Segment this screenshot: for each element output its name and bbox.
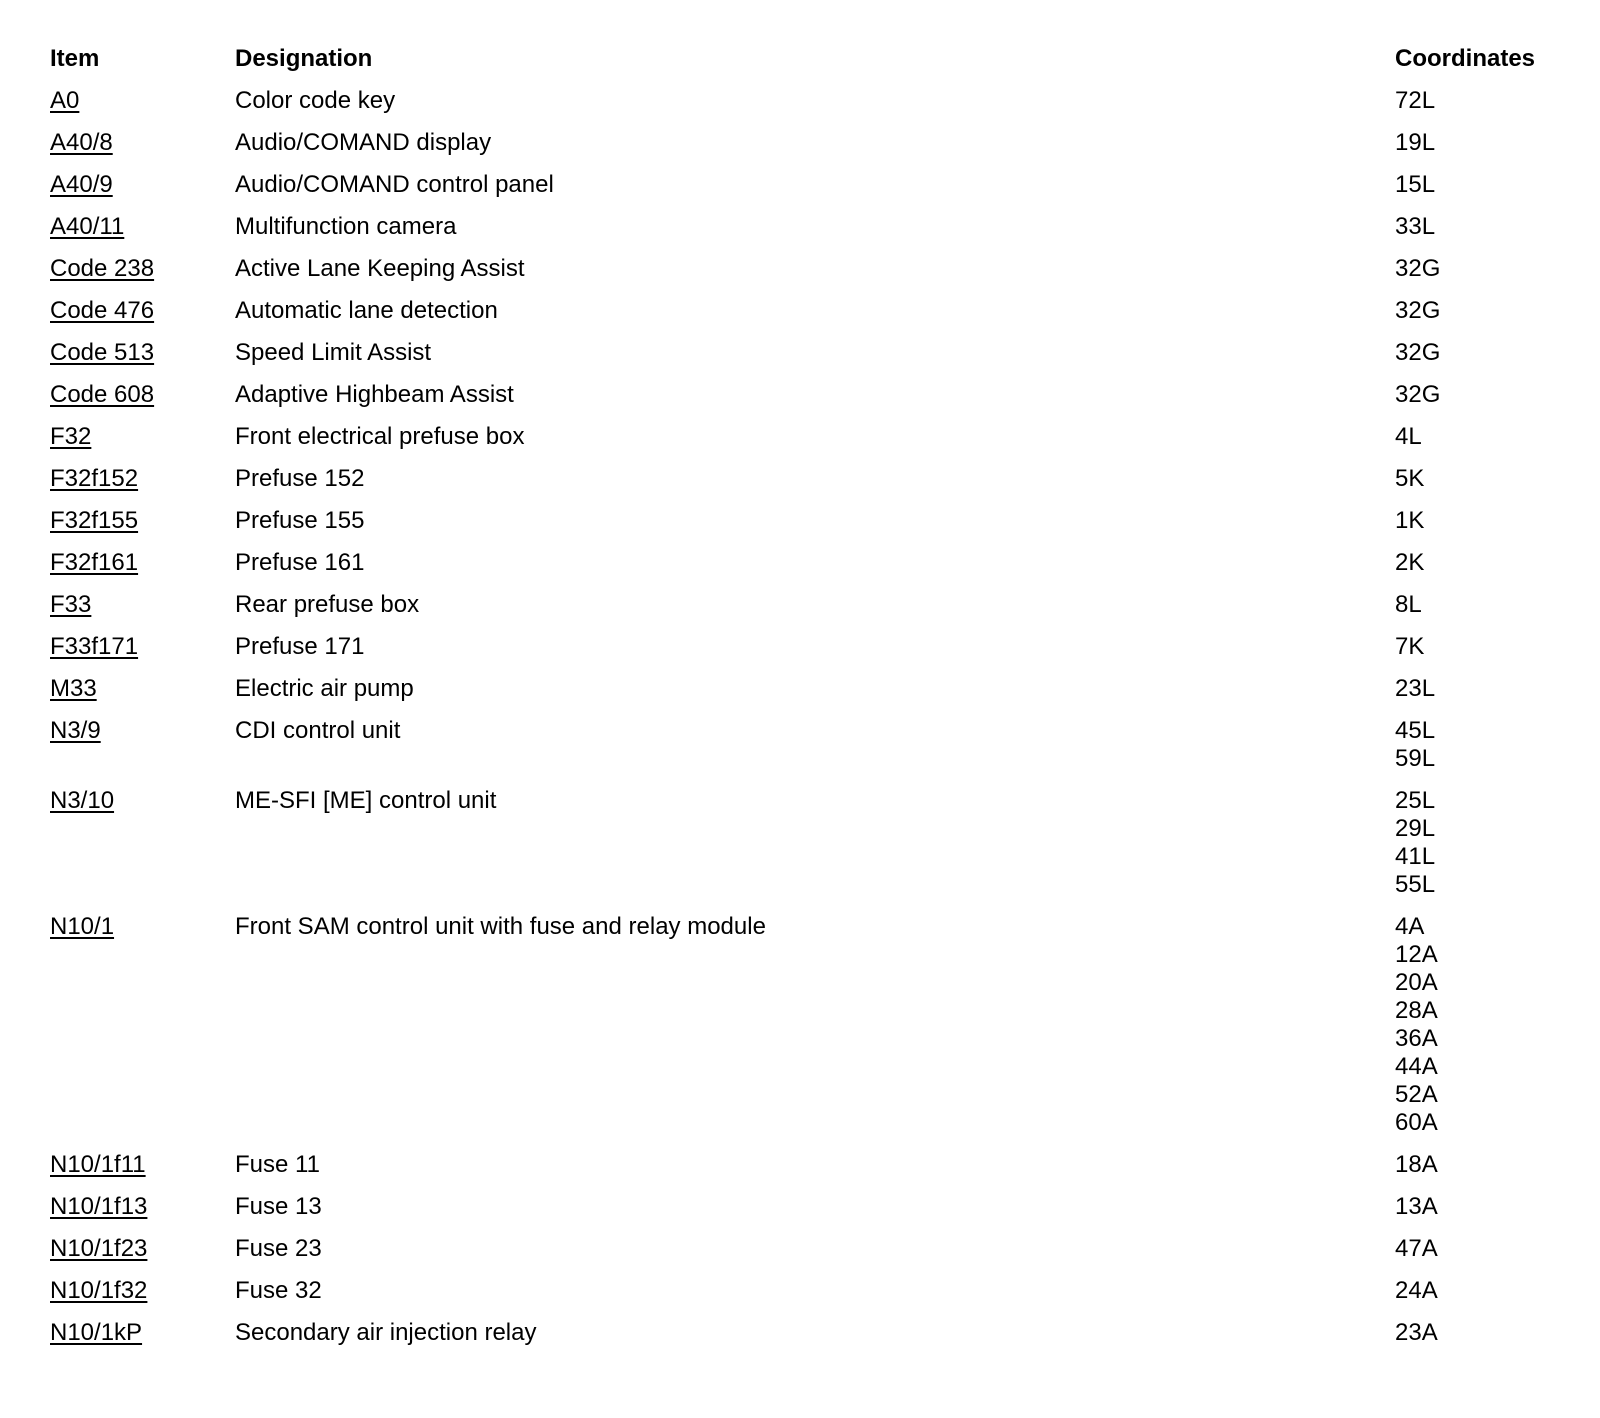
item-cell xyxy=(50,1235,235,1263)
designation-cell: Prefuse 161 xyxy=(235,549,365,576)
table-row xyxy=(50,213,1580,241)
item-link[interactable]: N3/10 xyxy=(50,787,115,814)
coordinate-value: 23A xyxy=(1395,1319,1438,1346)
coordinates-cell xyxy=(1395,591,1580,619)
coordinates-cell xyxy=(1395,171,1580,199)
coordinate-value: 18A xyxy=(1395,1151,1438,1178)
item-link[interactable]: A40/11 xyxy=(50,213,125,240)
coordinate-value: 72L xyxy=(1395,87,1436,114)
coordinate-value: 23L xyxy=(1395,675,1436,702)
table-row xyxy=(50,339,1580,367)
coordinate-value: 1K xyxy=(1395,507,1425,534)
table-row xyxy=(50,129,1580,157)
item-cell xyxy=(50,1151,235,1179)
coordinates-cell xyxy=(1395,423,1580,451)
coordinate-value: 60A xyxy=(1395,1109,1438,1136)
table-row xyxy=(50,549,1580,577)
coordinate-value: 36A xyxy=(1395,1025,1438,1052)
coordinate-value: 45L xyxy=(1395,717,1436,744)
item-link[interactable]: Code 608 xyxy=(50,381,155,408)
coordinate-value: 44A xyxy=(1395,1053,1438,1080)
designation-cell: Audio/COMAND control panel xyxy=(235,171,554,198)
coordinates-cell xyxy=(1395,549,1580,577)
coordinate-value: 33L xyxy=(1395,213,1436,240)
item-cell xyxy=(50,913,235,941)
designation-cell: Rear prefuse box xyxy=(235,591,420,618)
item-cell xyxy=(50,507,235,535)
table-row xyxy=(50,465,1580,493)
item-link[interactable]: F32 xyxy=(50,423,92,450)
table-header-row xyxy=(50,45,1580,79)
coordinate-value: 25L xyxy=(1395,787,1436,814)
table-row xyxy=(50,717,1580,773)
item-cell xyxy=(50,787,235,815)
item-cell xyxy=(50,549,235,577)
designation-cell: Active Lane Keeping Assist xyxy=(235,255,525,282)
coordinates-cell xyxy=(1395,717,1580,773)
table-row xyxy=(50,507,1580,535)
table-row xyxy=(50,255,1580,283)
coordinate-value: 52A xyxy=(1395,1081,1438,1108)
table-row xyxy=(50,381,1580,409)
coordinates-cell xyxy=(1395,339,1580,367)
item-link[interactable]: N10/1f11 xyxy=(50,1151,146,1178)
table-row xyxy=(50,1151,1580,1179)
coordinate-value: 29L xyxy=(1395,815,1436,842)
coordinate-value: 24A xyxy=(1395,1277,1438,1304)
item-cell xyxy=(50,297,235,325)
coordinates-cell xyxy=(1395,297,1580,325)
item-link[interactable]: F33 xyxy=(50,591,92,618)
designation-cell: Prefuse 152 xyxy=(235,465,365,492)
table-row xyxy=(50,913,1580,1137)
item-link[interactable]: N10/1f23 xyxy=(50,1235,148,1262)
table-row xyxy=(50,675,1580,703)
designation-cell: Electric air pump xyxy=(235,675,414,702)
designation-column-header: Designation xyxy=(235,45,373,72)
coordinate-value: 2K xyxy=(1395,549,1425,576)
coordinates-cell xyxy=(1395,465,1580,493)
designation-cell: Fuse 13 xyxy=(235,1193,322,1220)
item-cell xyxy=(50,465,235,493)
item-link[interactable]: F32f155 xyxy=(50,507,139,534)
table-row xyxy=(50,787,1580,899)
item-link[interactable]: N10/1f32 xyxy=(50,1277,148,1304)
coordinates-cell xyxy=(1395,87,1580,115)
coordinates-cell xyxy=(1395,1277,1580,1305)
coordinate-value: 12A xyxy=(1395,941,1438,968)
item-cell xyxy=(50,171,235,199)
item-cell xyxy=(50,675,235,703)
coordinates-cell xyxy=(1395,633,1580,661)
coordinate-value: 47A xyxy=(1395,1235,1438,1262)
coordinate-value: 19L xyxy=(1395,129,1436,156)
item-link[interactable]: Code 476 xyxy=(50,297,155,324)
item-link[interactable]: Code 513 xyxy=(50,339,155,366)
designation-cell: Color code key xyxy=(235,87,396,114)
coordinates-cell xyxy=(1395,213,1580,241)
table-row xyxy=(50,171,1580,199)
item-link[interactable]: A40/9 xyxy=(50,171,113,198)
coordinates-cell xyxy=(1395,675,1580,703)
item-link[interactable]: Code 238 xyxy=(50,255,155,282)
coordinate-value: 20A xyxy=(1395,969,1438,996)
designation-cell: Automatic lane detection xyxy=(235,297,498,324)
item-cell xyxy=(50,591,235,619)
item-cell xyxy=(50,633,235,661)
designation-cell: Secondary air injection relay xyxy=(235,1319,537,1346)
item-cell xyxy=(50,381,235,409)
designation-cell: Fuse 23 xyxy=(235,1235,322,1262)
designation-cell: Fuse 32 xyxy=(235,1277,322,1304)
item-cell xyxy=(50,1277,235,1305)
item-link[interactable]: M33 xyxy=(50,675,97,702)
item-cell xyxy=(50,1193,235,1221)
coordinate-value: 32G xyxy=(1395,381,1441,408)
designation-cell: Audio/COMAND display xyxy=(235,129,492,156)
item-link[interactable]: A0 xyxy=(50,87,80,114)
item-link[interactable]: F33f171 xyxy=(50,633,139,660)
item-cell xyxy=(50,255,235,283)
designation-cell: CDI control unit xyxy=(235,717,401,744)
table-row xyxy=(50,633,1580,661)
coordinate-value: 4A xyxy=(1395,913,1425,940)
item-link[interactable]: F32f152 xyxy=(50,465,139,492)
coordinates-cell xyxy=(1395,129,1580,157)
item-cell xyxy=(50,1319,235,1347)
coordinate-value: 5K xyxy=(1395,465,1425,492)
table-row xyxy=(50,1193,1580,1221)
table-row xyxy=(50,1277,1580,1305)
designation-cell: Multifunction camera xyxy=(235,213,457,240)
coordinates-cell xyxy=(1395,1235,1580,1263)
item-link[interactable]: A40/8 xyxy=(50,129,113,156)
item-link[interactable]: F32f161 xyxy=(50,549,139,576)
coordinate-value: 7K xyxy=(1395,633,1425,660)
coordinate-value: 32G xyxy=(1395,339,1441,366)
coordinate-value: 4L xyxy=(1395,423,1422,450)
item-cell xyxy=(50,213,235,241)
coordinate-value: 59L xyxy=(1395,745,1436,772)
table-row xyxy=(50,87,1580,115)
item-link[interactable]: N10/1f13 xyxy=(50,1193,148,1220)
coordinate-value: 15L xyxy=(1395,171,1436,198)
coordinate-value: 41L xyxy=(1395,843,1436,870)
item-column-header: Item xyxy=(50,45,100,72)
item-cell xyxy=(50,129,235,157)
coordinates-cell xyxy=(1395,913,1580,1137)
table-row xyxy=(50,591,1580,619)
item-cell xyxy=(50,423,235,451)
designation-cell: Prefuse 171 xyxy=(235,633,365,660)
coordinate-value: 13A xyxy=(1395,1193,1438,1220)
component-legend-table xyxy=(50,45,1580,1361)
designation-cell: Prefuse 155 xyxy=(235,507,365,534)
coordinates-cell xyxy=(1395,1319,1580,1347)
designation-cell: Front electrical prefuse box xyxy=(235,423,525,450)
coordinates-cell xyxy=(1395,1193,1580,1221)
table-row xyxy=(50,297,1580,325)
designation-cell: Fuse 11 xyxy=(235,1151,320,1178)
table-row xyxy=(50,423,1580,451)
coordinates-cell xyxy=(1395,507,1580,535)
coordinate-value: 32G xyxy=(1395,297,1441,324)
designation-cell: ME-SFI [ME] control unit xyxy=(235,787,497,814)
coordinates-cell xyxy=(1395,255,1580,283)
item-cell xyxy=(50,717,235,745)
coordinate-value: 55L xyxy=(1395,871,1436,898)
coordinates-cell xyxy=(1395,1151,1580,1179)
designation-cell: Speed Limit Assist xyxy=(235,339,432,366)
coordinate-value: 8L xyxy=(1395,591,1422,618)
table-row xyxy=(50,1319,1580,1347)
item-link[interactable]: N3/9 xyxy=(50,717,101,744)
table-body xyxy=(50,87,1580,1347)
table-row xyxy=(50,1235,1580,1263)
coordinates-column-header: Coordinates xyxy=(1395,45,1536,72)
designation-cell: Front SAM control unit with fuse and relay module xyxy=(235,913,766,940)
item-link[interactable]: N10/1kP xyxy=(50,1319,143,1346)
item-cell xyxy=(50,339,235,367)
designation-cell: Adaptive Highbeam Assist xyxy=(235,381,514,408)
item-link[interactable]: N10/1 xyxy=(50,913,115,940)
coordinates-cell xyxy=(1395,787,1580,899)
item-cell xyxy=(50,87,235,115)
coordinates-cell xyxy=(1395,381,1580,409)
coordinate-value: 28A xyxy=(1395,997,1438,1024)
coordinate-value: 32G xyxy=(1395,255,1441,282)
